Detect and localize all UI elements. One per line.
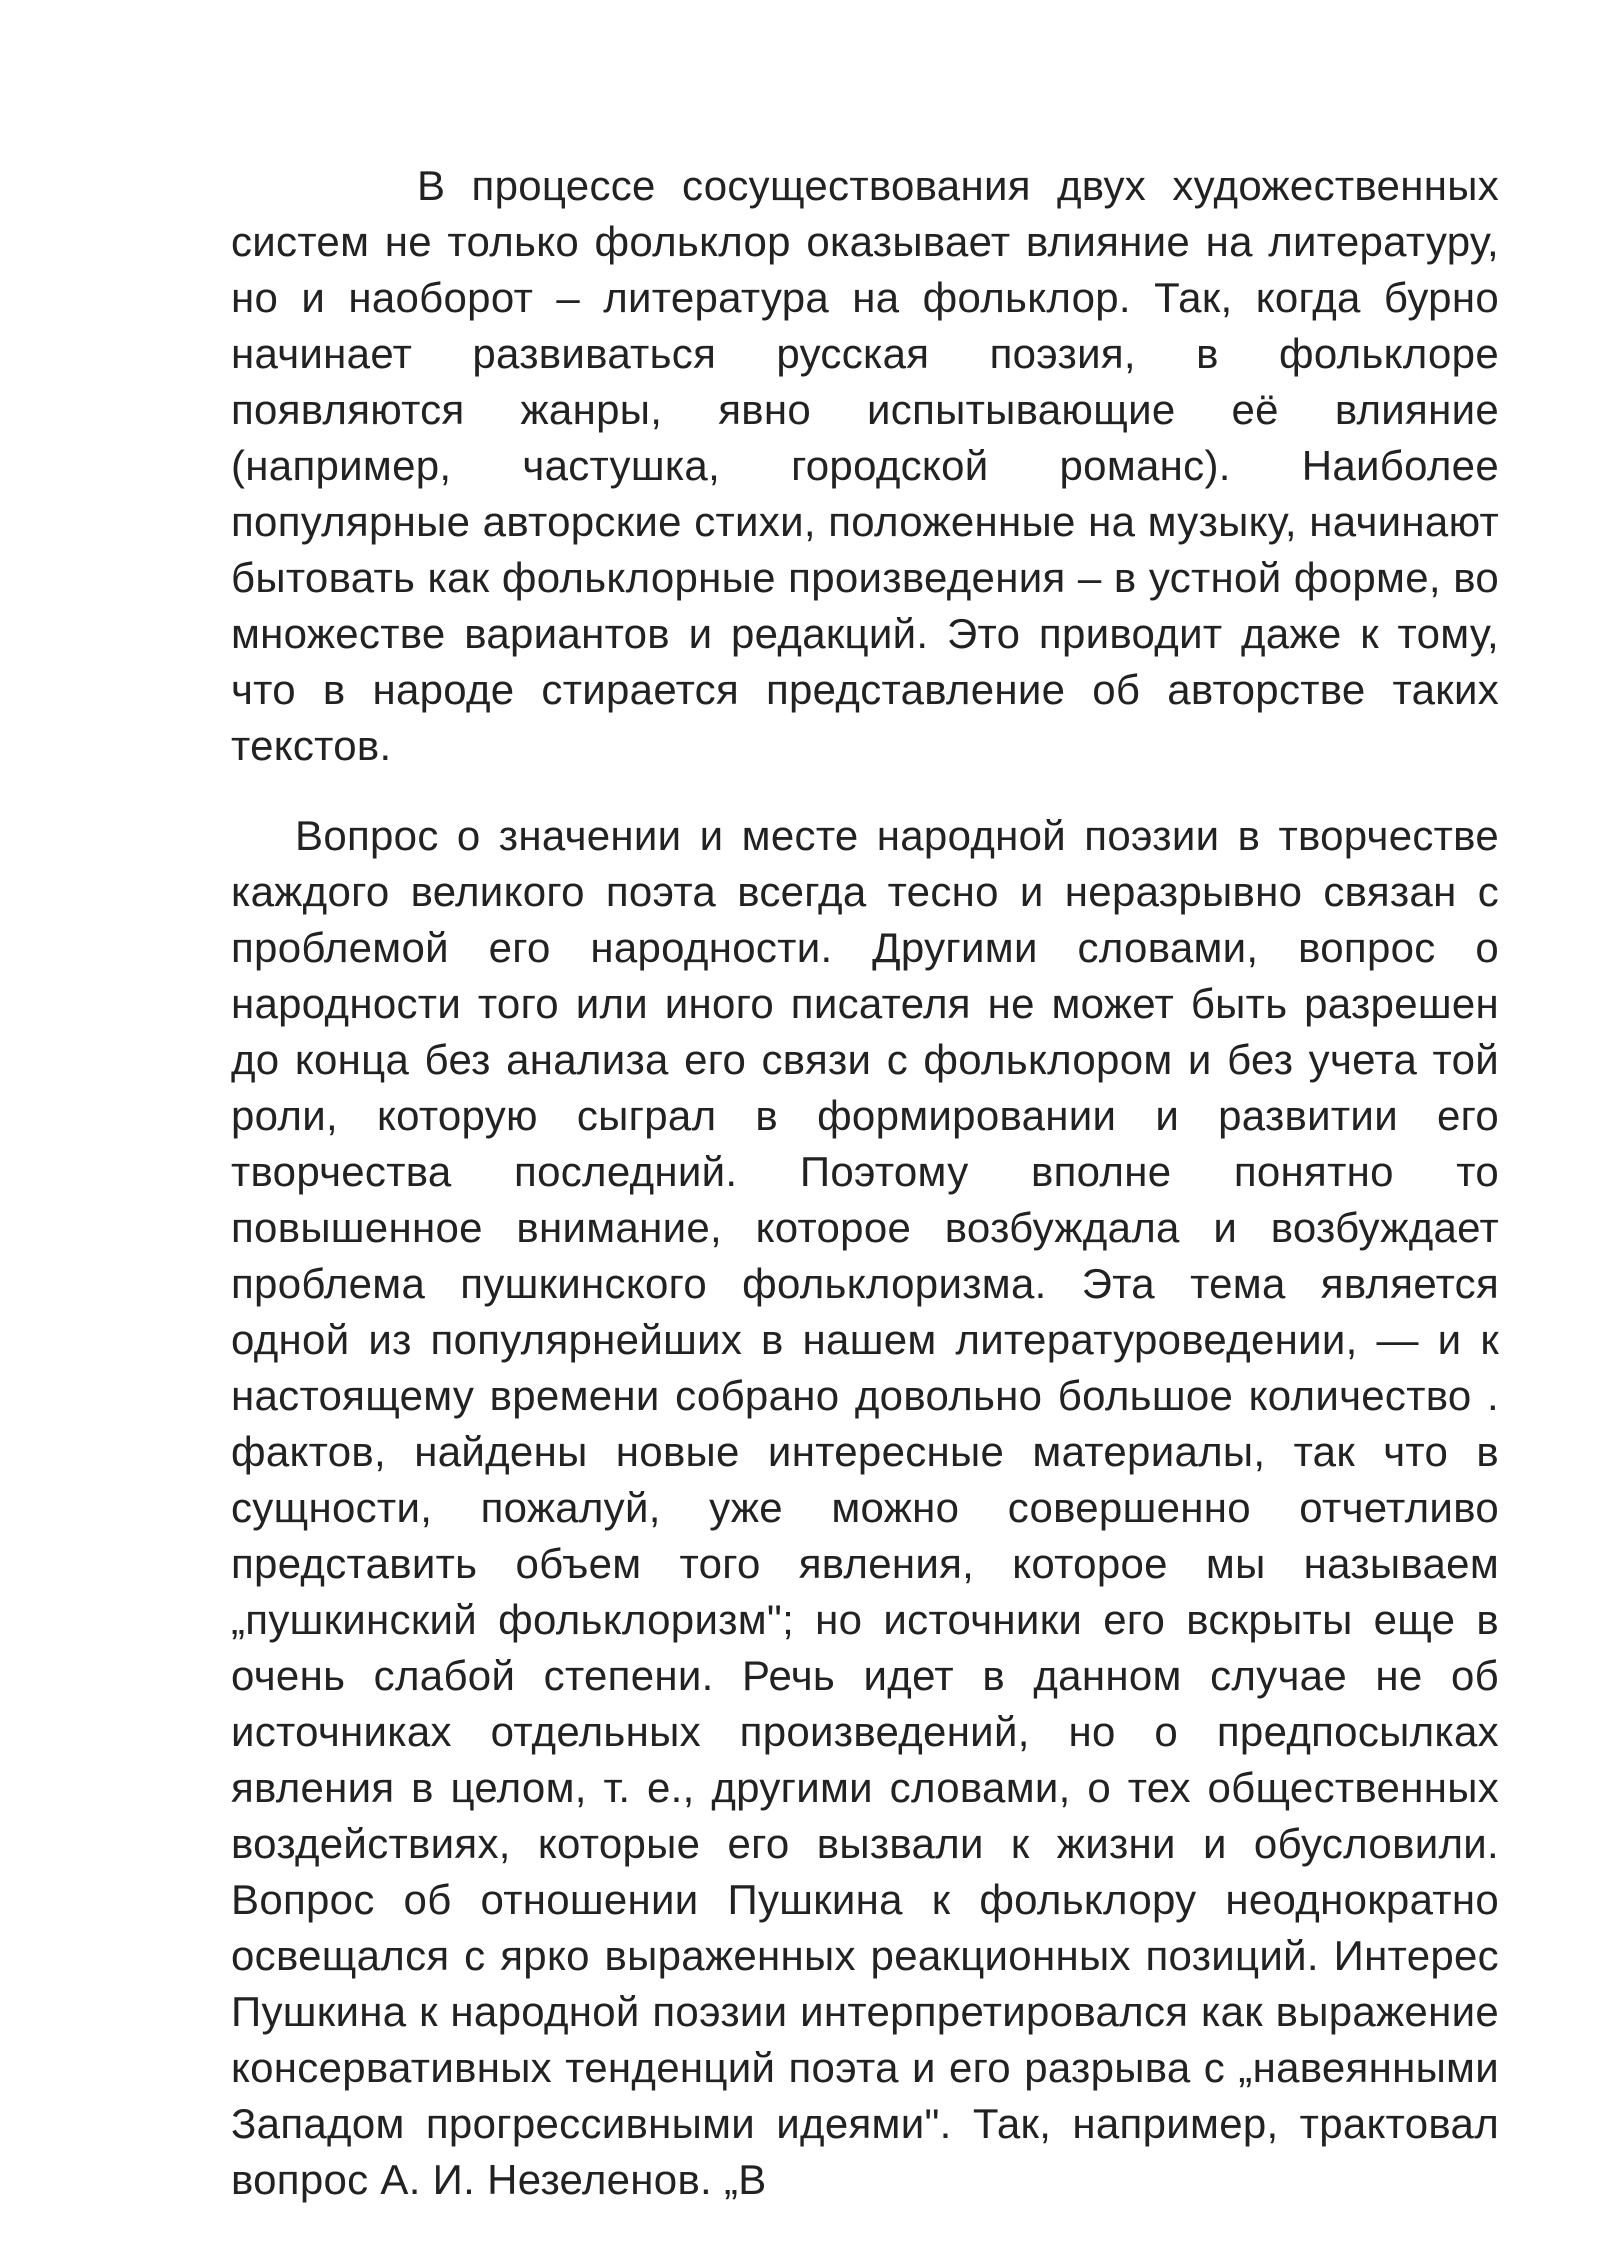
document-page <box>231 158 1499 2208</box>
paragraph-2: Вопрос о значении и месте народной поэзии в творчестве каждого великого поэта всегда тесно и неразрывно связан с проблемой его народности. Другими словами, вопрос о народности того или иного писателя не может быть разрешен до конца без анализа его связи с фольклором и без учета той роли, которую сыграл в формировании и развитии его творчества последний. Поэтому вполне понятно то повышенное внимание, которое возбуждала и возбуждает проблема пушкинского фольклоризма. Эта тема является одной из популярнейших в нашем литературоведении, — и к настоящему времени собрано довольно большое количество . фактов, найдены новые интересные материалы, так что в сущности, пожалуй, уже можно совершенно отчетливо представить объем того явления, которое мы называем „пушкинский фольклоризм"; но источники его вскрыты еще в очень слабой степени. Речь идет в данном случае не об источниках отдельных произведений, но о предпосылках явления в целом, т. е., другими словами, о тех общественных воздействиях, которые его вызвали к жизни и обусловили. Вопрос об отношении Пушкина к фольклору неоднократно освещался с ярко выраженных реакционных позиций. Интерес Пушкина к народной поэзии интерпретировался как выражение консервативных тенденций поэта и его разрыва с „навеянными Западом прогрессивными идеями". Так, например, трактовал вопрос А. И. Незеленов. „В <box>231 812 1499 2203</box>
paragraph-1: В процессе сосуществования двух художественных систем не только фольклор оказывает влияние на литературу, но и наоборот – литература на фольклор. Так, когда бурно начинает развиваться русская поэзия, в фольклоре появляются жанры, явно испытывающие её влияние (например, частушка, городской романс). Наиболее популярные авторские стихи, положенные на музыку, начинают бытовать как фольклорные произведения – в устной форме, во множестве вариантов и редакций. Это приводит даже к тому, что в народе стирается представление об авторстве таких текстов. <box>231 162 1499 769</box>
